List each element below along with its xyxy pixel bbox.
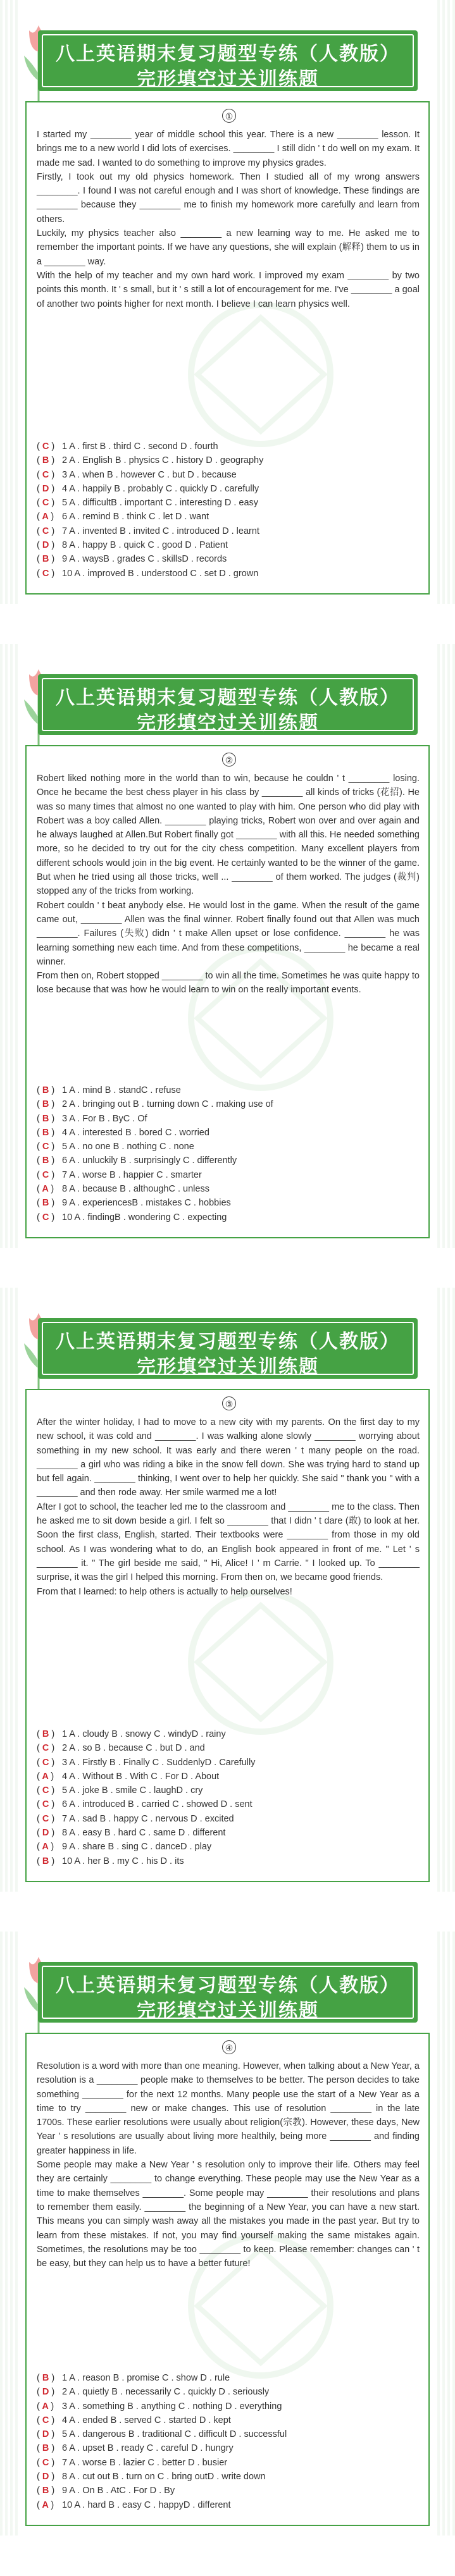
answer-letter: B bbox=[42, 1085, 49, 1095]
option-row: ( B ) 9 A . waysB . grades C . skillsD . records bbox=[37, 554, 227, 565]
option-text: 5 A . joke B . smile C . laughD . cry bbox=[62, 1785, 203, 1796]
decorative-stripe bbox=[0, 1932, 18, 2536]
passage-text bbox=[37, 1415, 420, 1599]
answer-letter: C bbox=[42, 1212, 49, 1223]
option-row: ( D ) 5 A . dangerous B . traditional C . difficult D . successful bbox=[37, 2429, 287, 2440]
answer-letter: D bbox=[42, 1828, 49, 1839]
option-text: 8 A . cut out B . turn on C . bring outD . write down bbox=[62, 2472, 266, 2482]
option-row: ( D ) 4 A . happily B . probably C . quickly D . carefully bbox=[37, 483, 259, 494]
page-subtitle: 完形填空过关训练题 bbox=[137, 68, 319, 90]
answer-letter: C bbox=[42, 2415, 49, 2425]
passage-box bbox=[25, 2033, 430, 2526]
option-text: 4 A . happily B . probably C . quickly D . carefully bbox=[62, 483, 259, 494]
option-row: ( B ) 2 A . bringing out B . turning down C . making use of bbox=[37, 1099, 273, 1110]
watermark-logo-icon bbox=[140, 1580, 381, 1744]
answer-letter: C bbox=[42, 1785, 49, 1796]
option-row: ( B ) 2 A . English B . physics C . history D . geography bbox=[37, 455, 264, 466]
option-text: 4 A . Without B . With C . For D . About bbox=[62, 1771, 220, 1782]
option-row: ( B ) 9 A . On B . AtC . For D . By bbox=[37, 2486, 175, 2496]
answer-letter: B bbox=[42, 2486, 49, 2496]
option-row: ( C ) 7 A . sad B . happy C . nervous D . excited bbox=[37, 1813, 234, 1824]
option-row: ( C ) 10 A . improved B . understood C . set D . grown bbox=[37, 568, 259, 579]
option-row: ( B ) 1 A . cloudy B . snowy C . windyD . rainy bbox=[37, 1729, 226, 1739]
options-list bbox=[37, 1727, 420, 1868]
option-text: 8 A . happy B . quick C . good D . Patient bbox=[62, 540, 228, 551]
option-text: 1 A . cloudy B . snowy C . windyD . rainy bbox=[62, 1729, 226, 1739]
option-text: 7 A . sad B . happy C . nervous D . excited bbox=[62, 1813, 234, 1824]
passage-paragraph: After I got to school, the teacher led me to the classroom and ________ me to the class. Then he asked me to sit down beside a girl. I felt so ________ that I didn ' t dare (敢) to look at her. Soon the first class, English, started. Their textbooks were ________ from those in my old school. As I was wondering what to do, an English book appeared in front of me. " Let ' s ________ it. " The girl beside me said, " Hi, Alice! I ' m Carrie. " I looked up. To ________ surprise, it was the girl I helped this morning. From then on, we became good friends. bbox=[37, 1501, 420, 1583]
passage-paragraph: From then on, Robert stopped ________ to win all the time. Sometimes he was quite happy to lose because that was how he would learn to win on the really important events. bbox=[37, 971, 420, 995]
options-list bbox=[37, 2371, 420, 2512]
passage-paragraph: With the help of my teacher and my own hard work. I improved my exam ________ by two points this month. It ' s small, but it ' s still a lot of encouragement for me. I've ________ a goal of another two points higher for next month. I believe I can learn physics well. bbox=[37, 270, 420, 309]
passage-paragraph: After the winter holiday, I had to move to a new city with my parents. On the first day to my new school, it was cold and ________. I was walking alone slowly ________ worrying about something in my new school. It was early and there weren ' t many people on the road. ________ a girl who was riding a bike in the snow fell down. She was trying hard to stand up but fell again. ________ thinking, I went over to help her quickly. She said " thank you " with a ________ and then rode away. Her smile warmed me a lot! bbox=[37, 1417, 420, 1498]
option-text: 7 A . invented B . invited C . introduced D . learnt bbox=[62, 526, 259, 536]
option-row: ( D ) 8 A . cut out B . turn on C . bring outD . write down bbox=[37, 2472, 266, 2482]
answer-letter: A bbox=[42, 2499, 49, 2510]
answer-letter: A bbox=[42, 2401, 49, 2412]
option-row: ( C ) 1 A . first B . third C . second D . fourth bbox=[37, 441, 218, 452]
answer-letter: B bbox=[42, 1113, 49, 1124]
passage-paragraph: Resolution is a word with more than one meaning. However, when talking about a New Year, a resolution is a ________ people make to themselves to be better. The person decides to take something ________ for the next 12 months. Many people use the start of a New Year as a time to try ________ new or make changes. This use of resolution ________ in the late 1700s. These earlier resolutions were usually about religion(宗教). However, these days, New Year ' s resolutions are usually about living more healthily, being more ________ and finding greater happiness in life. bbox=[37, 2061, 420, 2156]
option-row: ( A ) 4 A . Without B . With C . For D . About bbox=[37, 1771, 220, 1782]
passage-box bbox=[25, 1389, 430, 1882]
option-row: ( B ) 1 A . mind B . standC . refuse bbox=[37, 1085, 181, 1095]
answer-letter: A bbox=[42, 1842, 49, 1852]
decorative-stripe bbox=[0, 1288, 18, 1892]
answer-letter: C bbox=[42, 526, 49, 536]
page-subtitle: 完形填空过关训练题 bbox=[137, 712, 319, 734]
option-text: 7 A . worse B . lazier C . better D . busier bbox=[62, 2457, 228, 2468]
answer-letter: B bbox=[42, 1729, 49, 1739]
title-banner bbox=[38, 1962, 418, 2023]
option-text: 7 A . worse B . happier C . smarter bbox=[62, 1169, 202, 1180]
option-text: 3 A . For B . ByC . Of bbox=[62, 1113, 147, 1124]
passage-text bbox=[37, 772, 420, 997]
option-row: ( D ) 8 A . happy B . quick C . good D . Patient bbox=[37, 540, 228, 551]
option-row: ( C ) 3 A . when B . however C . but D . because bbox=[37, 469, 237, 480]
option-row: ( B ) 6 A . upset B . ready C . careful D . hungry bbox=[37, 2443, 234, 2454]
option-text: 10 A . improved B . understood C . set D . grown bbox=[62, 568, 259, 579]
answer-letter: D bbox=[42, 483, 49, 494]
passage-paragraph: Some people may make a New Year ' s resolution only to improve their life. Others may feel they are certainly ________ to change everything. These people may use the New Year as a time to make themselves ________. Some people may ________ their resolutions and plans to remember them easily. ________ the beginning of a New Year, you can have a new start. This means you can simply wash away all the mistakes you made in the past year. But try to learn from these mistakes. If not, you may find yourself making the same mistakes again. Sometimes, the resolutions may be too ________ to keep. Please remember: changes can ' t be easy, but they can help us to have a better future! bbox=[37, 2160, 420, 2269]
option-text: 4 A . interested B . bored C . worried bbox=[62, 1127, 209, 1138]
passage-paragraph: I started my ________ year of middle school this year. There is a new ________ lesson. It brings me to a new world I did lots of exercises. ________ I still didn ' t do well on my exam. It made me sad. I wanted to do something to improve my physics grades. bbox=[37, 130, 420, 168]
answer-letter: A bbox=[42, 1771, 49, 1782]
passage-text bbox=[37, 2059, 420, 2271]
page-title: 八上英语期末复习题型专练（人教版） bbox=[56, 1331, 400, 1353]
option-text: 10 A . hard B . easy C . happyD . different bbox=[62, 2499, 231, 2510]
option-text: 5 A . no one B . nothing C . none bbox=[62, 1142, 194, 1152]
option-row: ( C ) 5 A . difficultB . important C . interesting D . easy bbox=[37, 498, 259, 508]
option-text: 9 A . experiencesB . mistakes C . hobbies bbox=[62, 1198, 231, 1209]
page-title: 八上英语期末复习题型专练（人教版） bbox=[56, 687, 400, 709]
passage-box bbox=[25, 745, 430, 1238]
option-row: ( C ) 10 A . findingB . wondering C . expecting bbox=[37, 1212, 227, 1223]
passage-number: ① bbox=[222, 109, 236, 123]
exercise-section-1 bbox=[0, 0, 455, 604]
passage-paragraph: Firstly, I took out my old physics homework. Then I studied all of my wrong answers ________. I found I was not careful enough and I was short of knowledge. These findings are ________ because they ________ me to finish my homework more carefully and learn from others. bbox=[37, 171, 420, 225]
passage-number: ④ bbox=[222, 2040, 236, 2054]
passage-text bbox=[37, 128, 420, 311]
answer-letter: B bbox=[42, 2443, 49, 2454]
option-row: ( C ) 5 A . no one B . nothing C . none bbox=[37, 1142, 194, 1152]
option-row: ( B ) 6 A . unluckily B . surprisingly C . differently bbox=[37, 1156, 237, 1166]
answer-letter: C bbox=[42, 1142, 49, 1152]
decorative-stripe bbox=[437, 0, 455, 604]
answer-letter: B bbox=[42, 1156, 49, 1166]
option-text: 3 A . Firstly B . Finally C . SuddenlyD . Carefully bbox=[62, 1757, 256, 1768]
option-text: 6 A . introduced B . carried C . showed D . sent bbox=[62, 1799, 252, 1810]
decorative-stripe bbox=[0, 0, 18, 604]
option-row: ( B ) 1 A . reason B . promise C . show D . rule bbox=[37, 2373, 230, 2383]
option-row: ( D ) 2 A . quietly B . necessarily C . quickly D . seriously bbox=[37, 2387, 270, 2398]
option-text: 3 A . something B . anything C . nothing D . everything bbox=[62, 2401, 282, 2412]
option-row: ( B ) 9 A . experiencesB . mistakes C . hobbies bbox=[37, 1198, 231, 1209]
page-subtitle: 完形填空过关训练题 bbox=[137, 2000, 319, 2022]
option-text: 1 A . mind B . standC . refuse bbox=[62, 1085, 181, 1095]
page-title: 八上英语期末复习题型专练（人教版） bbox=[56, 1975, 400, 1997]
option-text: 6 A . upset B . ready C . careful D . hungry bbox=[62, 2443, 234, 2454]
option-text: 8 A . because B . althoughC . unless bbox=[62, 1184, 209, 1195]
title-banner bbox=[38, 1318, 418, 1379]
option-text: 1 A . reason B . promise C . show D . rule bbox=[62, 2373, 230, 2383]
option-text: 5 A . dangerous B . traditional C . difficult D . successful bbox=[62, 2429, 287, 2440]
option-text: 5 A . difficultB . important C . interesting D . easy bbox=[62, 498, 259, 508]
option-row: ( C ) 4 A . ended B . served C . started D . kept bbox=[37, 2415, 231, 2425]
option-row: ( C ) 7 A . worse B . happier C . smarter bbox=[37, 1169, 202, 1180]
title-banner bbox=[38, 30, 418, 91]
option-text: 4 A . ended B . served C . started D . kept bbox=[62, 2415, 231, 2425]
option-text: 9 A . On B . AtC . For D . By bbox=[62, 2486, 175, 2496]
decorative-stripe bbox=[437, 1288, 455, 1892]
options-list bbox=[37, 440, 420, 581]
title-banner bbox=[38, 674, 418, 735]
answer-letter: C bbox=[42, 498, 49, 508]
option-row: ( C ) 6 A . introduced B . carried C . showed D . sent bbox=[37, 1799, 252, 1810]
answer-letter: B bbox=[42, 2373, 49, 2383]
options-list bbox=[37, 1083, 420, 1224]
option-text: 1 A . first B . third C . second D . fourth bbox=[62, 441, 218, 452]
passage-paragraph: Luckily, my physics teacher also ________ a new learning way to me. He asked me to remember the important points. If we have any questions, she will explain (解释) them to us in a ________ way. bbox=[37, 228, 420, 267]
option-text: 6 A . remind B . think C . let D . want bbox=[62, 512, 209, 522]
option-row: ( C ) 5 A . joke B . smile C . laughD . cry bbox=[37, 1785, 203, 1796]
option-text: 9 A . share B . sing C . danceD . play bbox=[62, 1842, 212, 1852]
option-row: ( A ) 9 A . share B . sing C . danceD . play bbox=[37, 1842, 212, 1852]
decorative-stripe bbox=[0, 644, 18, 1248]
option-row: ( D ) 8 A . easy B . hard C . same D . different bbox=[37, 1828, 226, 1839]
option-text: 10 A . her B . my C . his D . its bbox=[62, 1856, 184, 1866]
passage-number: ② bbox=[222, 753, 236, 767]
option-row: ( A ) 10 A . hard B . easy C . happyD . different bbox=[37, 2499, 231, 2510]
option-row: ( C ) 7 A . worse B . lazier C . better D . busier bbox=[37, 2457, 228, 2468]
decorative-stripe bbox=[437, 644, 455, 1248]
option-row: ( A ) 3 A . something B . anything C . nothing D . everything bbox=[37, 2401, 282, 2412]
answer-letter: C bbox=[42, 441, 49, 452]
passage-number: ③ bbox=[222, 1396, 236, 1410]
answer-letter: C bbox=[42, 1757, 49, 1768]
answer-letter: D bbox=[42, 540, 49, 551]
answer-letter: D bbox=[42, 2429, 49, 2440]
answer-letter: B bbox=[42, 1127, 49, 1138]
option-row: ( A ) 6 A . remind B . think C . let D . want bbox=[37, 512, 209, 522]
option-text: 10 A . findingB . wondering C . expecting bbox=[62, 1212, 227, 1223]
option-text: 2 A . quietly B . necessarily C . quickly D . seriously bbox=[62, 2387, 270, 2398]
option-row: ( C ) 3 A . Firstly B . Finally C . SuddenlyD . Carefully bbox=[37, 1757, 256, 1768]
answer-letter: B bbox=[42, 1198, 49, 1209]
answer-letter: C bbox=[42, 2457, 49, 2468]
answer-letter: A bbox=[42, 512, 49, 522]
exercise-section-4 bbox=[0, 1932, 455, 2536]
page-title: 八上英语期末复习题型专练（人教版） bbox=[56, 43, 400, 65]
answer-letter: C bbox=[42, 1799, 49, 1810]
option-row: ( B ) 3 A . For B . ByC . Of bbox=[37, 1113, 147, 1124]
passage-paragraph: From that I learned: to help others is actually to help ourselves! bbox=[37, 1586, 292, 1597]
option-text: 9 A . waysB . grades C . skillsD . records bbox=[62, 554, 227, 565]
answer-letter: C bbox=[42, 469, 49, 480]
answer-letter: D bbox=[42, 2387, 49, 2398]
watermark-logo-icon bbox=[140, 292, 381, 457]
answer-letter: C bbox=[42, 1743, 49, 1754]
option-row: ( B ) 4 A . interested B . bored C . worried bbox=[37, 1127, 209, 1138]
answer-letter: A bbox=[42, 1184, 49, 1195]
answer-letter: B bbox=[42, 455, 49, 466]
answer-letter: C bbox=[42, 1169, 49, 1180]
option-row: ( C ) 7 A . invented B . invited C . introduced D . learnt bbox=[37, 526, 259, 536]
answer-letter: B bbox=[42, 1856, 49, 1866]
passage-paragraph: Robert liked nothing more in the world than to win, because he couldn ' t ________ losing. Once he became the best chess player in his class by ________ all kinds of tricks (花招). He was so many times that almost no one wanted to play with him. One person who did play with Robert was a boy called Allen. ________ playing tricks, Robert won over and over again and he always laughed at Allen.But Robert finally got ________ with all this. He needed something more, so he decided to try out for the city chess competition. Many excellent players from different schools would join in the big event. He certainly wanted to be the winner of the game. But when he tried using all those tricks, well ... ________ of them worked. The judges (裁判) stopped any of the tricks from working. bbox=[37, 773, 420, 897]
exercise-section-2 bbox=[0, 644, 455, 1248]
option-row: ( B ) 10 A . her B . my C . his D . its bbox=[37, 1856, 184, 1866]
option-text: 3 A . when B . however C . but D . because bbox=[62, 469, 237, 480]
option-text: 2 A . bringing out B . turning down C . making use of bbox=[62, 1099, 273, 1110]
passage-box bbox=[25, 101, 430, 595]
answer-letter: C bbox=[42, 568, 49, 579]
option-row: ( A ) 8 A . because B . althoughC . unless bbox=[37, 1184, 209, 1195]
answer-letter: C bbox=[42, 1813, 49, 1824]
option-text: 6 A . unluckily B . surprisingly C . differently bbox=[62, 1156, 237, 1166]
exercise-section-3 bbox=[0, 1288, 455, 1892]
option-text: 8 A . easy B . hard C . same D . different bbox=[62, 1828, 226, 1839]
option-text: 2 A . so B . because C . but D . and bbox=[62, 1743, 205, 1754]
page-subtitle: 完形填空过关训练题 bbox=[137, 1356, 319, 1378]
option-row: ( C ) 2 A . so B . because C . but D . and bbox=[37, 1743, 205, 1754]
answer-letter: D bbox=[42, 2472, 49, 2482]
answer-letter: B bbox=[42, 1099, 49, 1110]
passage-paragraph: Robert couldn ' t beat anybody else. He would lost in the game. When the result of the game came out, ________ Allen was the final winner. Robert finally found out that Allen was much ________. Failures (失败) didn ' t make Allen upset or lose confidence. ________ he was learning something new each time. And from these competitions, ________ he became a real winner. bbox=[37, 900, 420, 967]
answer-letter: B bbox=[42, 554, 49, 565]
option-text: 2 A . English B . physics C . history D . geography bbox=[62, 455, 264, 466]
decorative-stripe bbox=[437, 1932, 455, 2536]
